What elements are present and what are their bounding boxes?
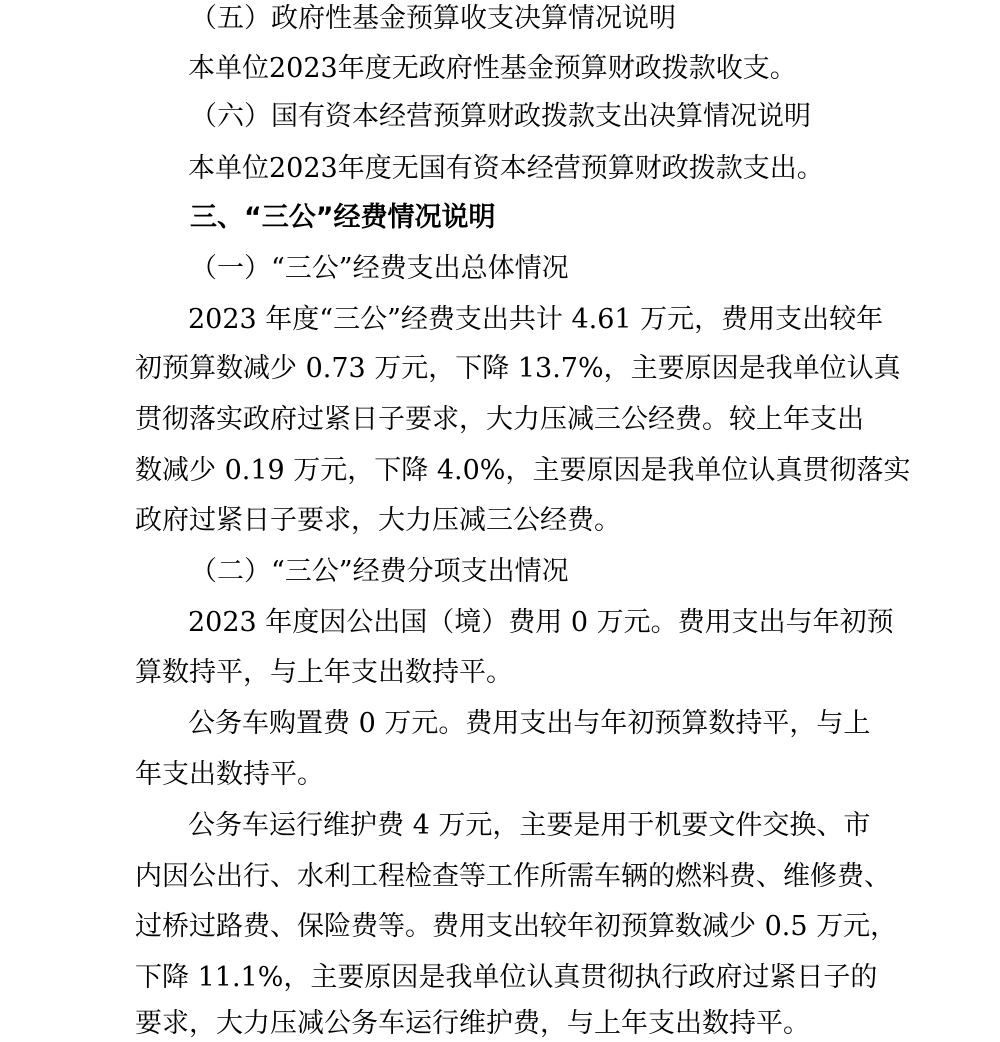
paragraph-vehicle-maintenance-line-3: 过桥过路费、保险费等。费用支出较年初预算数减少 0.5 万元， [135,911,898,942]
section-heading-state-capital: （六）国有资本经营预算财政拨款支出决算情况说明 [190,101,811,132]
paragraph-overall-line-2: 初预算数减少 0.73 万元，下降 13.7%，主要原因是我单位认真 [135,353,901,384]
section-heading-three-public-expenses: 三、“三公”经费情况说明 [190,202,496,233]
paragraph-vehicle-purchase-line-1: 公务车购置费 0 万元。费用支出与年初预算数持平，与上 [188,708,871,739]
paragraph-vehicle-maintenance-line-5: 要求，大力压减公务车运行维护费，与上年支出数持平。 [135,1008,810,1039]
paragraph-vehicle-maintenance-line-2: 内因公出行、水利工程检查等工作所需车辆的燃料费、维修费、 [135,861,891,892]
subheading-overall-spending: （一）“三公”经费支出总体情况 [190,253,569,284]
paragraph-overall-line-1: 2023 年度“三公”经费支出共计 4.61 万元，费用支出较年 [188,304,884,335]
paragraph-overseas-line-1: 2023 年度因公出国（境）费用 0 万元。费用支出与年初预 [188,607,894,638]
paragraph-vehicle-maintenance-line-4: 下降 11.1%，主要原因是我单位认真贯彻执行政府过紧日子的 [135,962,878,993]
paragraph-overall-line-3: 贯彻落实政府过紧日子要求，大力压减三公经费。较上年支出 [135,404,864,435]
paragraph-overseas-line-2: 算数持平，与上年支出数持平。 [135,657,513,688]
paragraph-vehicle-purchase-line-2: 年支出数持平。 [135,759,324,790]
paragraph-overall-line-4: 数减少 0.19 万元，下降 4.0%，主要原因是我单位认真贯彻落实 [135,455,911,486]
section-heading-government-fund: （五）政府性基金预算收支决算情况说明 [190,3,676,34]
paragraph-government-fund: 本单位2023年度无政府性基金预算财政拨款收支。 [188,53,797,84]
paragraph-state-capital: 本单位2023年度无国有资本经营预算财政拨款支出。 [188,153,824,184]
paragraph-overall-line-5: 政府过紧日子要求，大力压减三公经费。 [135,505,621,536]
subheading-itemized-spending: （二）“三公”经费分项支出情况 [190,556,569,587]
paragraph-vehicle-maintenance-line-1: 公务车运行维护费 4 万元，主要是用于机要文件交换、市 [188,810,871,841]
